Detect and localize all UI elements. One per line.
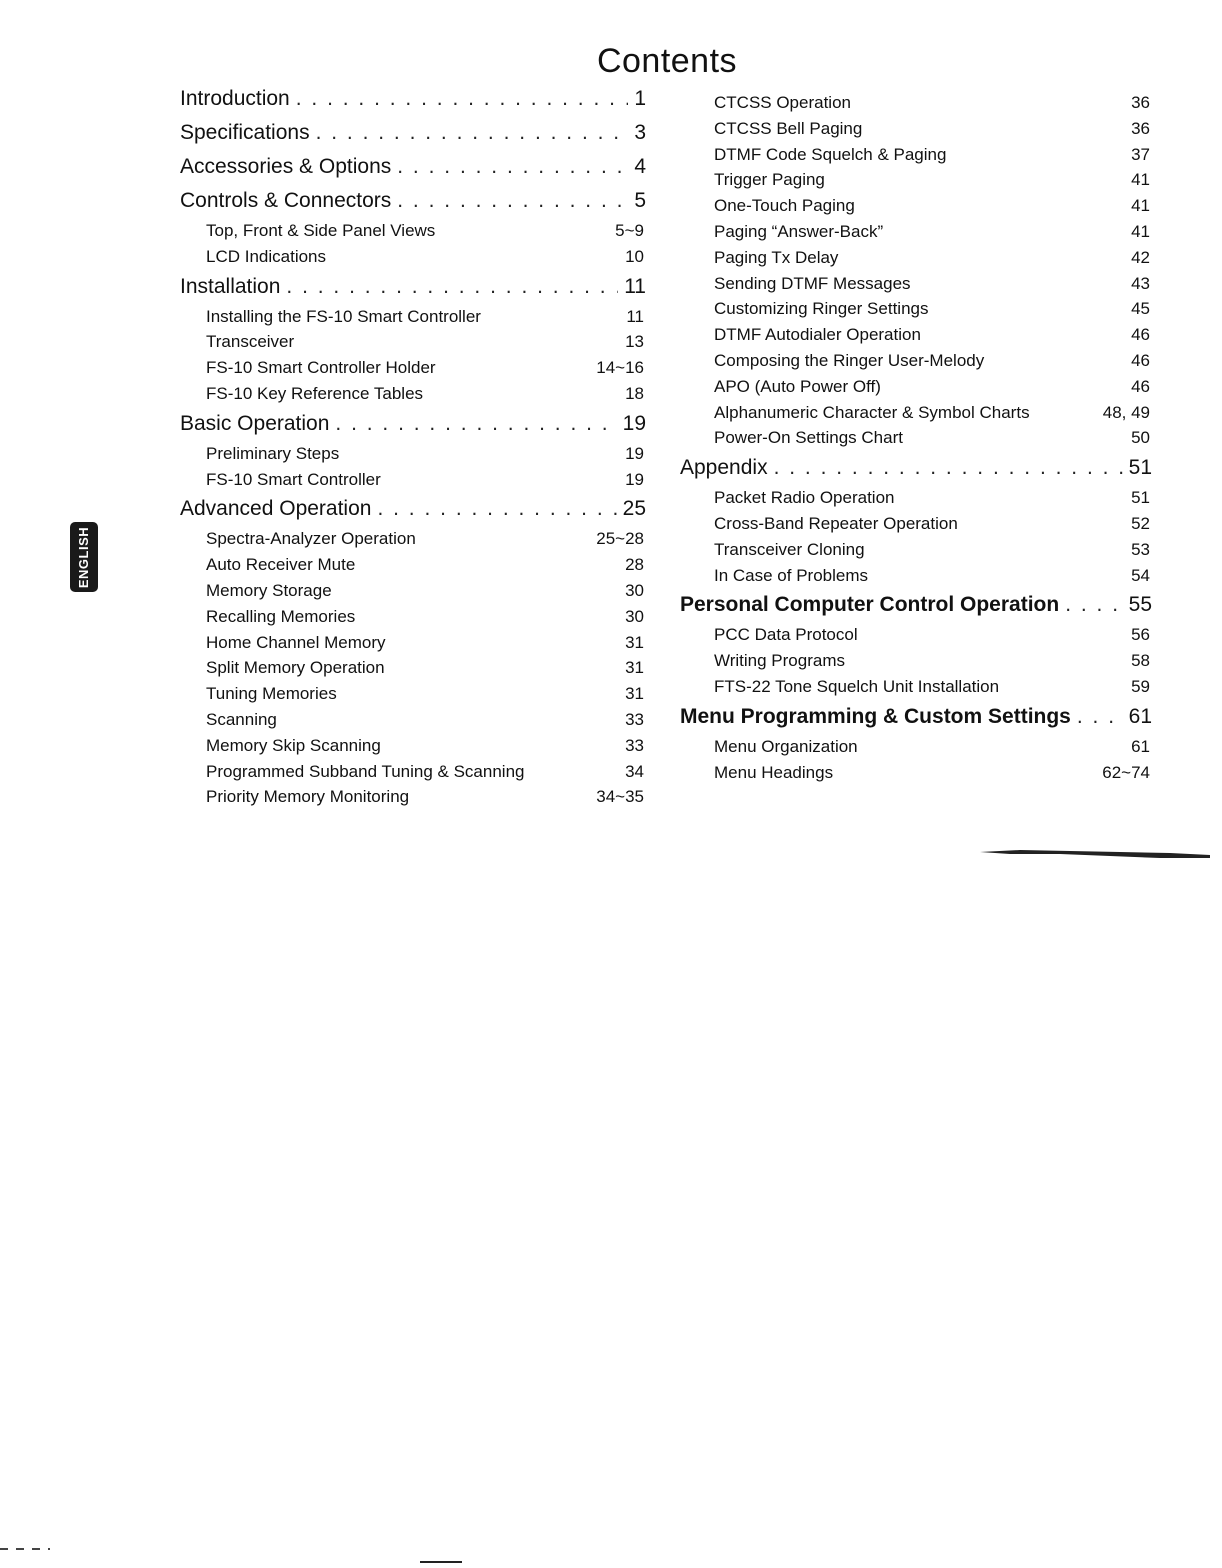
- toc-subentry[interactable]: [680, 563, 1152, 589]
- toc-section-page: 55: [1128, 593, 1152, 617]
- toc-subentry[interactable]: [680, 674, 1152, 700]
- toc-subentry-page: 48, 49: [1102, 402, 1150, 422]
- toc-subentry-page: 61: [1131, 736, 1150, 756]
- toc-right-column: [680, 82, 1152, 785]
- toc-subentry-label: DTMF Code Squelch & Paging: [714, 144, 947, 164]
- toc-subentry-label: In Case of Problems: [714, 565, 869, 585]
- toc-subentry[interactable]: [680, 400, 1152, 426]
- toc-subentry[interactable]: [180, 733, 646, 759]
- toc-subentry-label: Scanning: [206, 709, 277, 729]
- toc-subentry-page: 34: [625, 761, 644, 781]
- toc-section: [180, 82, 646, 116]
- toc-subentry-page: 58: [1131, 651, 1150, 671]
- toc-subentry[interactable]: [680, 537, 1152, 563]
- toc-subentry-label: Installing the FS-10 Smart Controller: [206, 306, 481, 326]
- toc-section-page: 51: [1128, 456, 1152, 480]
- toc-section-page: 5: [634, 189, 646, 212]
- toc-subentry-page: 30: [625, 606, 644, 626]
- toc-section-page: 3: [634, 121, 646, 144]
- toc-subentry-page: 34~35: [596, 787, 644, 807]
- toc-leader-dots: [335, 407, 616, 441]
- toc-subentry-page: 31: [625, 632, 644, 652]
- toc-subentry[interactable]: [180, 526, 646, 552]
- toc-subentry[interactable]: [180, 578, 646, 604]
- toc-subentry-label: Split Memory Operation: [206, 658, 385, 678]
- toc-section-heading[interactable]: [180, 407, 646, 441]
- toc-section: [180, 492, 646, 810]
- toc-subentry[interactable]: [180, 355, 646, 381]
- toc-subentry[interactable]: [180, 244, 646, 270]
- toc-section-title: Introduction: [180, 87, 290, 110]
- toc-section-heading[interactable]: [680, 588, 1152, 622]
- toc-subentry-label: Packet Radio Operation: [714, 488, 895, 508]
- toc-section-heading[interactable]: [180, 270, 646, 304]
- toc-section-page: 61: [1128, 704, 1152, 728]
- toc-subentry[interactable]: [180, 604, 646, 630]
- page-title: Contents: [596, 42, 738, 80]
- toc-subentry-label: Home Channel Memory: [206, 632, 386, 652]
- toc-subentry-page: 51: [1131, 488, 1150, 508]
- toc-subentry-page: 43: [1131, 273, 1150, 293]
- toc-subentry-page: 62~74: [1102, 762, 1150, 782]
- toc-subentry[interactable]: [680, 511, 1152, 537]
- toc-subentry[interactable]: [180, 784, 646, 810]
- language-tab: [70, 522, 98, 592]
- toc-section-page: 11: [624, 274, 646, 298]
- toc-subentry-label: Writing Programs: [714, 651, 845, 671]
- toc-section-page: 25: [622, 497, 646, 521]
- toc-subentry-label: CTCSS Operation: [714, 93, 851, 112]
- toc-left-column: [180, 82, 646, 810]
- toc-subentry[interactable]: [680, 374, 1152, 400]
- toc-subentry-label: Auto Receiver Mute: [206, 555, 356, 575]
- toc-subentry[interactable]: [680, 322, 1152, 348]
- toc-subentry-label: Composing the Ringer User-Melody: [714, 350, 985, 370]
- toc-subentry-label: Trigger Paging: [714, 170, 825, 190]
- toc-leader-dots: [1077, 700, 1123, 734]
- toc-subentry-label: One-Touch Paging: [714, 196, 855, 216]
- toc-leader-dots: [1065, 588, 1122, 622]
- toc-subentry-label: Preliminary Steps: [206, 443, 340, 463]
- scan-mark: [420, 1561, 462, 1563]
- toc-subentry-page: 42: [1131, 247, 1150, 267]
- toc-subentry-page: 11: [626, 306, 644, 326]
- toc-subentry-page: 46: [1131, 350, 1150, 370]
- scan-smudge: [980, 846, 1210, 860]
- toc-subentry-label: DTMF Autodialer Operation: [714, 325, 921, 345]
- toc-subentry-label: Power-On Settings Chart: [714, 428, 903, 448]
- toc-section-title: Advanced Operation: [180, 497, 372, 521]
- toc-subentry[interactable]: [180, 630, 646, 656]
- toc-subentry-page: 31: [625, 684, 644, 704]
- toc-section-title: Appendix: [680, 456, 768, 480]
- toc-section: [180, 150, 646, 184]
- toc-subentry-label: Customizing Ringer Settings: [714, 299, 929, 319]
- toc-subentry-page: 41: [1131, 196, 1150, 216]
- toc-section-heading[interactable]: [680, 451, 1152, 485]
- toc-section-heading[interactable]: [180, 150, 646, 184]
- toc-subentry[interactable]: [180, 681, 646, 707]
- toc-subentry[interactable]: [680, 296, 1152, 322]
- toc-section-page: 19: [622, 411, 646, 435]
- toc-subentry-page: 33: [625, 735, 644, 755]
- toc-subentry-page: 59: [1131, 676, 1150, 696]
- toc-subentry-page: 52: [1131, 513, 1150, 533]
- toc-subentry-label: Programmed Subband Tuning & Scanning: [206, 761, 525, 781]
- toc-subentry-page: 28: [625, 555, 644, 575]
- scan-dash: [0, 1548, 50, 1550]
- toc-subentry-label: FS-10 Smart Controller: [206, 469, 381, 489]
- toc-subentry-page: 46: [1131, 376, 1150, 396]
- toc-subentry-label: Sending DTMF Messages: [714, 273, 911, 293]
- toc-section-title: Specifications: [180, 121, 310, 144]
- toc-subentry-label: CTCSS Bell Paging: [714, 118, 863, 138]
- toc-subentry[interactable]: [180, 655, 646, 681]
- toc-subentry[interactable]: [180, 218, 646, 244]
- toc-subentry[interactable]: [180, 467, 646, 493]
- toc-subentry-page: 25~28: [596, 529, 644, 549]
- toc-section: [180, 407, 646, 493]
- toc-leader-dots: [316, 116, 629, 150]
- toc-section: [180, 116, 646, 150]
- toc-subentry-page: 37: [1131, 144, 1150, 164]
- toc-subentry[interactable]: [680, 142, 1152, 168]
- toc-subentry-page: 5~9: [615, 221, 644, 240]
- toc-section-heading[interactable]: [180, 492, 646, 526]
- toc-section-heading[interactable]: [180, 82, 646, 116]
- toc-subentry-label: Alphanumeric Character & Symbol Charts: [714, 402, 1030, 422]
- toc-subentry[interactable]: [680, 425, 1152, 451]
- toc-subentry-label: Tuning Memories: [206, 684, 337, 704]
- toc-subentry[interactable]: [680, 734, 1152, 760]
- toc-subentry-label: Paging “Answer-Back”: [714, 221, 884, 241]
- toc-subentry[interactable]: [680, 622, 1152, 648]
- toc-subentry-page: 36: [1131, 118, 1150, 138]
- toc-section-title: Accessories & Options: [180, 155, 392, 178]
- toc-section: [180, 270, 646, 407]
- toc-subentry[interactable]: [680, 760, 1152, 786]
- toc-subentry[interactable]: [180, 552, 646, 578]
- toc-subentry-page: 54: [1131, 565, 1150, 585]
- language-tab-label: ENGLISH: [76, 526, 92, 588]
- toc-subentry-page: 41: [1131, 221, 1150, 241]
- toc-leader-dots: [774, 451, 1123, 485]
- toc-subentry-page: 10: [625, 246, 644, 266]
- toc-leader-dots: [286, 270, 618, 304]
- toc-subentry-page: 19: [625, 443, 644, 463]
- toc-subentry-page: 53: [1131, 539, 1150, 559]
- toc-leader-dots: [397, 184, 628, 218]
- toc-subentry-page: 33: [625, 709, 644, 729]
- toc-subentry-label: Transceiver: [206, 332, 295, 352]
- toc-subentry-page: 30: [625, 580, 644, 600]
- toc-subentry[interactable]: [180, 381, 646, 407]
- toc-subentry-page: 45: [1131, 299, 1150, 319]
- toc-subentry-label: Cross-Band Repeater Operation: [714, 513, 958, 533]
- toc-subentry-label: PCC Data Protocol: [714, 625, 858, 645]
- toc-subentry-page: 18: [625, 383, 644, 403]
- toc-subentry[interactable]: [680, 485, 1152, 511]
- toc-subentry[interactable]: [680, 348, 1152, 374]
- toc-subentry[interactable]: [680, 219, 1152, 245]
- toc-section: [680, 451, 1152, 588]
- toc-leader-dots: [397, 150, 628, 184]
- toc-subentry-page: 13: [625, 332, 644, 352]
- toc-section-heading[interactable]: [180, 116, 646, 150]
- toc-leader-dots: [296, 82, 629, 116]
- toc-subentry-label: Top, Front & Side Panel Views: [206, 221, 436, 240]
- toc-section-title: Menu Programming & Custom Settings: [680, 704, 1071, 728]
- toc-subentry-label: APO (Auto Power Off): [714, 376, 881, 396]
- toc-subentry-label: Transceiver Cloning: [714, 539, 865, 559]
- toc-subentry-page: 46: [1131, 325, 1150, 345]
- toc-subentry-page: 41: [1131, 170, 1150, 190]
- toc-subentry[interactable]: [180, 441, 646, 467]
- toc-subentry-label: FS-10 Smart Controller Holder: [206, 358, 436, 378]
- toc-subentry[interactable]: [180, 759, 646, 785]
- toc-subentry-label: Priority Memory Monitoring: [206, 787, 410, 807]
- toc-subentry[interactable]: [180, 304, 646, 330]
- toc-subentry-label: Spectra-Analyzer Operation: [206, 529, 416, 549]
- toc-subentry-label: FTS-22 Tone Squelch Unit Installation: [714, 676, 1000, 696]
- toc-section: [180, 184, 646, 270]
- toc-subentry[interactable]: [680, 193, 1152, 219]
- toc-section-title: Personal Computer Control Operation: [680, 593, 1060, 617]
- toc-subentry-page: 36: [1131, 93, 1150, 112]
- toc-subentry[interactable]: [680, 90, 1152, 116]
- toc-subentry[interactable]: [180, 707, 646, 733]
- toc-subentry-label: Menu Headings: [714, 762, 834, 782]
- toc-subentry-page: 31: [625, 658, 644, 678]
- toc-subentry-label: Recalling Memories: [206, 606, 356, 626]
- toc-leader-dots: [377, 492, 616, 526]
- toc-section-title: Controls & Connectors: [180, 189, 392, 212]
- toc-section-page: 4: [634, 155, 646, 178]
- toc-subentry-label: LCD Indications: [206, 246, 327, 266]
- toc-subentry[interactable]: [680, 167, 1152, 193]
- toc-section-title: Basic Operation: [180, 411, 330, 435]
- toc-section: [680, 588, 1152, 699]
- toc-subentry-label: FS-10 Key Reference Tables: [206, 383, 424, 403]
- toc-subentry-page: 14~16: [596, 358, 644, 378]
- toc-subentry-page: 50: [1131, 428, 1150, 448]
- toc-section: [680, 700, 1152, 786]
- toc-subentry[interactable]: [680, 271, 1152, 297]
- toc-subentry[interactable]: [680, 245, 1152, 271]
- toc-section-page: 1: [634, 87, 646, 110]
- toc-subentry[interactable]: [680, 116, 1152, 142]
- toc-section-heading[interactable]: [680, 700, 1152, 734]
- toc-subentry-label: Menu Organization: [714, 736, 858, 756]
- toc-subentry-label: Memory Skip Scanning: [206, 735, 381, 755]
- toc-subentry-label: Paging Tx Delay: [714, 247, 839, 267]
- toc-section-title: Installation: [180, 274, 281, 298]
- toc-subentry[interactable]: [680, 648, 1152, 674]
- toc-continued-list: [680, 82, 1152, 451]
- toc-subentry-page: 19: [625, 469, 644, 489]
- toc-subentry-label: Memory Storage: [206, 580, 332, 600]
- toc-section-heading[interactable]: [180, 184, 646, 218]
- toc-subentry-page: 56: [1131, 625, 1150, 645]
- toc-subentry[interactable]: [180, 329, 646, 355]
